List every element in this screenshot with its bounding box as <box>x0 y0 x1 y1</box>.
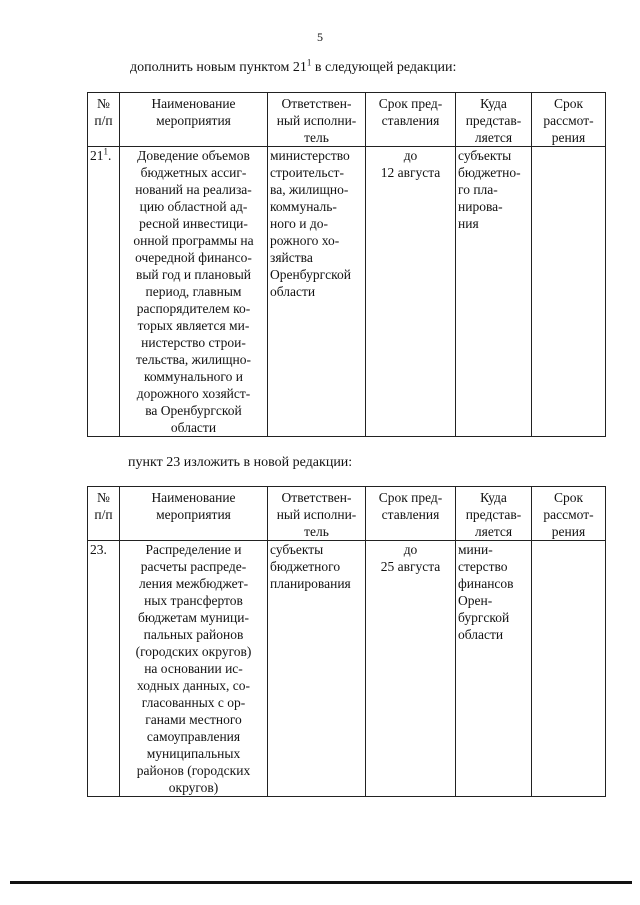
text-line: нистерство строи- <box>141 335 246 350</box>
text-line: области <box>270 284 316 299</box>
text-line: нирова- <box>458 199 503 214</box>
text-line: субъекты <box>270 542 324 557</box>
header-destination: Куда представ- ляется <box>456 93 532 147</box>
row-number: $21^1$. <box>88 147 120 437</box>
text-line: бюджетных ассиг- <box>140 165 247 180</box>
text-line: го пла- <box>458 182 498 197</box>
text-line: бюджетного <box>270 559 341 574</box>
measures-table-1 <box>87 92 606 437</box>
row-executor <box>268 147 366 437</box>
text-line: на основании ис- <box>144 661 243 676</box>
header-name: Наименование мероприятия <box>120 487 268 541</box>
text-line: округов) <box>168 780 219 795</box>
header-executor: Ответствен- ный исполни- тель <box>268 487 366 541</box>
section1-intro: дополнить новым пунктом $21^1$ в следующей редакции: <box>130 57 457 75</box>
row-deadline <box>366 541 456 797</box>
text-line: зяйства <box>270 250 313 265</box>
header-deadline: Срок пред- ставления <box>366 487 456 541</box>
text-line: субъекты <box>458 148 512 163</box>
text-line: рожного хо- <box>270 233 340 248</box>
text-line: нований на реализа- <box>135 182 252 197</box>
measures-table-2 <box>87 486 606 797</box>
row-name <box>120 541 268 797</box>
text-line: распорядителем ко- <box>136 301 251 316</box>
text-line: 25 августа <box>380 559 441 574</box>
text-line: районов (городских <box>136 763 251 778</box>
text-line: Распределение и <box>145 542 242 557</box>
text-line: ресной инвестици- <box>139 216 248 231</box>
text-line: строительст- <box>270 165 344 180</box>
table-row <box>88 147 606 437</box>
text-line: период, главным <box>145 284 242 299</box>
header-destination: Куда представ- ляется <box>456 487 532 541</box>
text-line: до <box>403 148 418 163</box>
header-review-term: Срок рассмот- рения <box>532 93 606 147</box>
text-line: дорожного хозяйст- <box>136 386 251 401</box>
text-line: финансов <box>458 576 514 591</box>
text-line: ления межбюджет- <box>138 576 249 591</box>
header-number: № п/п <box>88 487 120 541</box>
text-line: ния <box>458 216 479 231</box>
row-review-term <box>532 541 606 797</box>
text-line: области <box>170 420 217 435</box>
text-line: бюджетно- <box>458 165 521 180</box>
text-line: бургской <box>458 610 510 625</box>
text-line: до <box>403 542 418 557</box>
text-line: Оренбургской <box>270 267 351 282</box>
row-name <box>120 147 268 437</box>
text-line: области <box>458 627 504 642</box>
row-review-term <box>532 147 606 437</box>
text-line: тельства, жилищно- <box>136 352 251 367</box>
text-line: бюджетам муници- <box>138 610 249 625</box>
text-line: ганами местного <box>145 712 242 727</box>
text-line: ных трансфертов <box>144 593 243 608</box>
text-line: онной программы на <box>133 233 254 248</box>
table-header-row <box>88 93 606 147</box>
text-line: стерство <box>458 559 508 574</box>
text-line: Доведение объемов <box>137 148 250 163</box>
header-name: Наименование мероприятия <box>120 93 268 147</box>
text-line: ва, жилищно- <box>270 182 349 197</box>
text-line: (городских округов) <box>135 644 252 659</box>
text-line: ного и до- <box>270 216 329 231</box>
bottom-rule <box>10 881 632 884</box>
text-line: ходных данных, со- <box>136 678 250 693</box>
text-line: 12 августа <box>380 165 441 180</box>
text-line: министерство <box>270 148 350 163</box>
page-number: 5 <box>317 30 323 44</box>
text-line: Орен- <box>458 593 493 608</box>
text-line: коммуналь- <box>270 199 337 214</box>
row-deadline <box>366 147 456 437</box>
text-line: ва Оренбургской <box>145 403 242 418</box>
text-line: самоуправления <box>146 729 241 744</box>
table-header-row <box>88 487 606 541</box>
row-number: 23. <box>88 541 120 797</box>
text-line: мини- <box>458 542 493 557</box>
row-destination <box>456 147 532 437</box>
text-line: расчеты распреде- <box>140 559 247 574</box>
text-line: очередной финансо- <box>135 250 252 265</box>
text-line: пальных районов <box>143 627 244 642</box>
text-line: торых является ми- <box>137 318 250 333</box>
text-line: вый год и плановый <box>135 267 252 282</box>
text-line: планирования <box>270 576 351 591</box>
header-deadline: Срок пред- ставления <box>366 93 456 147</box>
row-destination <box>456 541 532 797</box>
text-line: цию областной ад- <box>139 199 248 214</box>
table-row <box>88 541 606 797</box>
text-line: гласованных с ор- <box>141 695 246 710</box>
section2-intro: пункт 23 изложить в новой редакции: <box>128 455 353 470</box>
header-review-term: Срок рассмот- рения <box>532 487 606 541</box>
header-executor: Ответствен- ный исполни- тель <box>268 93 366 147</box>
text-line: муниципальных <box>146 746 241 761</box>
header-number: № п/п <box>88 93 120 147</box>
text-line: коммунального и <box>144 369 243 384</box>
row-executor <box>268 541 366 797</box>
